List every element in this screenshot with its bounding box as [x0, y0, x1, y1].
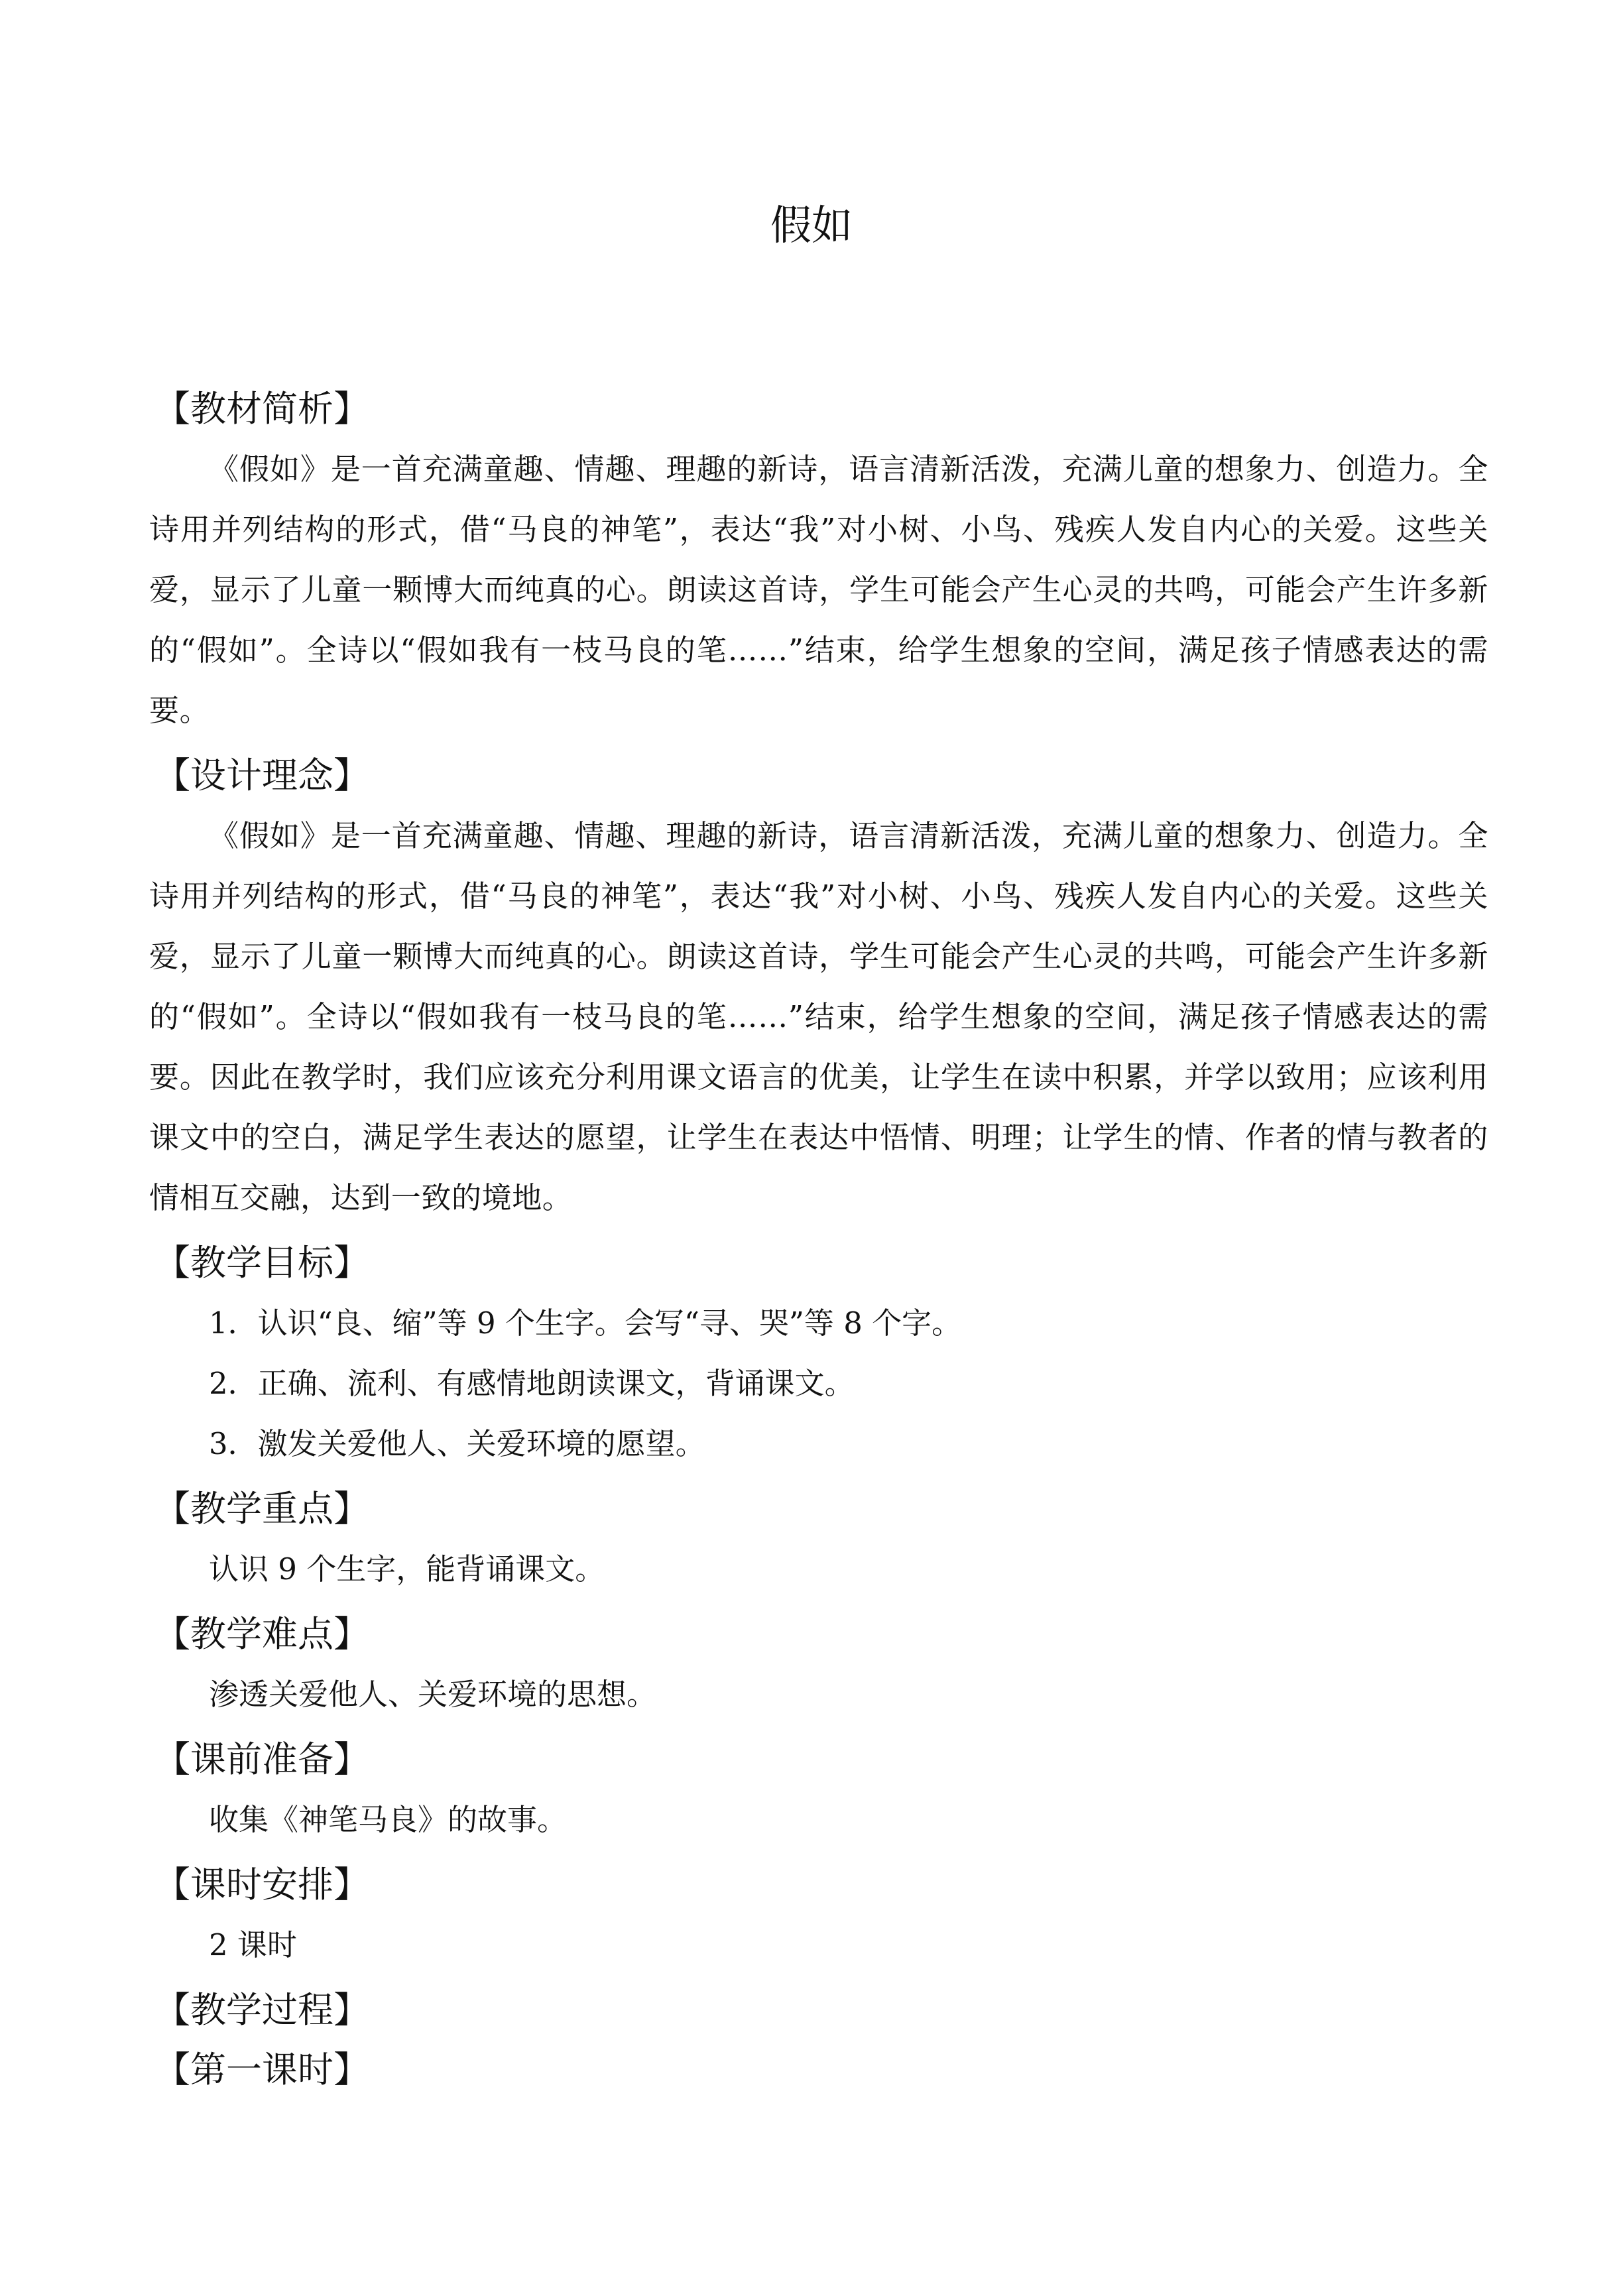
material-paragraph: 《假如》是一首充满童趣、情趣、理趣的新诗，语言清新活泼，充满儿童的想象力、创造力。全诗用并列结构的形式，借“马良的神笔”，表达“我”对小树、小鸟、残疾人发自内心的关爱。这些关爱，显示了儿童一颗博大而纯真的心。朗读这首诗，学生可能会产生心灵的共鸣，可能会产生许多新的“假如”。全诗以“假如我有一枝马良的笔……”结束，给学生想象的空间，满足孩子情感表达的需要。	[149, 452, 1488, 728]
section-heading-first-lesson: 【第一课时】	[154, 2049, 369, 2090]
schedule-text: 2 课时	[209, 1927, 297, 1963]
difficulties-text: 渗透关爱他人、关爱环境的思想。	[209, 1677, 657, 1712]
section-heading-goals: 【教学目标】	[154, 1242, 369, 1284]
key-points-text: 认识 9 个生字，能背诵课文。	[209, 1551, 605, 1587]
goal-item: 2．正确、流利、有感情地朗读课文，背诵课文。	[209, 1366, 855, 1401]
document-body	[149, 379, 1488, 2100]
concept-paragraph: 《假如》是一首充满童趣、情趣、理趣的新诗，语言清新活泼，充满儿童的想象力、创造力。全诗用并列结构的形式，借“马良的神笔”，表达“我”对小树、小鸟、残疾人发自内心的关爱。这些关爱，显示了儿童一颗博大而纯真的心。朗读这首诗，学生可能会产生心灵的共鸣，可能会产生许多新的“假如”。全诗以“假如我有一枝马良的笔……”结束，给学生想象的空间，满足孩子情感表达的需要。因此在教学时，我们应该充分利用课文语言的优美，让学生在读中积累，并学以致用；应该利用课文中的空白，满足学生表达的愿望，让学生在表达中悟情、明理；让学生的情、作者的情与教者的情相互交融，达到一致的境地。	[149, 818, 1488, 1215]
section-heading-schedule: 【课时安排】	[154, 1864, 369, 1905]
section-heading-material: 【教材简析】	[154, 388, 369, 430]
goal-item: 1．认识“良、缩”等 9 个生字。会写“寻、哭”等 8 个字。	[209, 1305, 962, 1341]
section-heading-key-points: 【教学重点】	[154, 1488, 369, 1530]
goal-item: 3．激发关爱他人、关爱环境的愿望。	[209, 1426, 705, 1461]
preparation-text: 收集《神笔马良》的故事。	[209, 1802, 568, 1837]
section-heading-concept: 【设计理念】	[154, 755, 369, 796]
section-heading-process: 【教学过程】	[154, 1989, 369, 2031]
section-heading-preparation: 【课前准备】	[154, 1738, 369, 1780]
page-title: 假如	[770, 201, 853, 249]
section-heading-difficulties: 【教学难点】	[154, 1613, 369, 1655]
